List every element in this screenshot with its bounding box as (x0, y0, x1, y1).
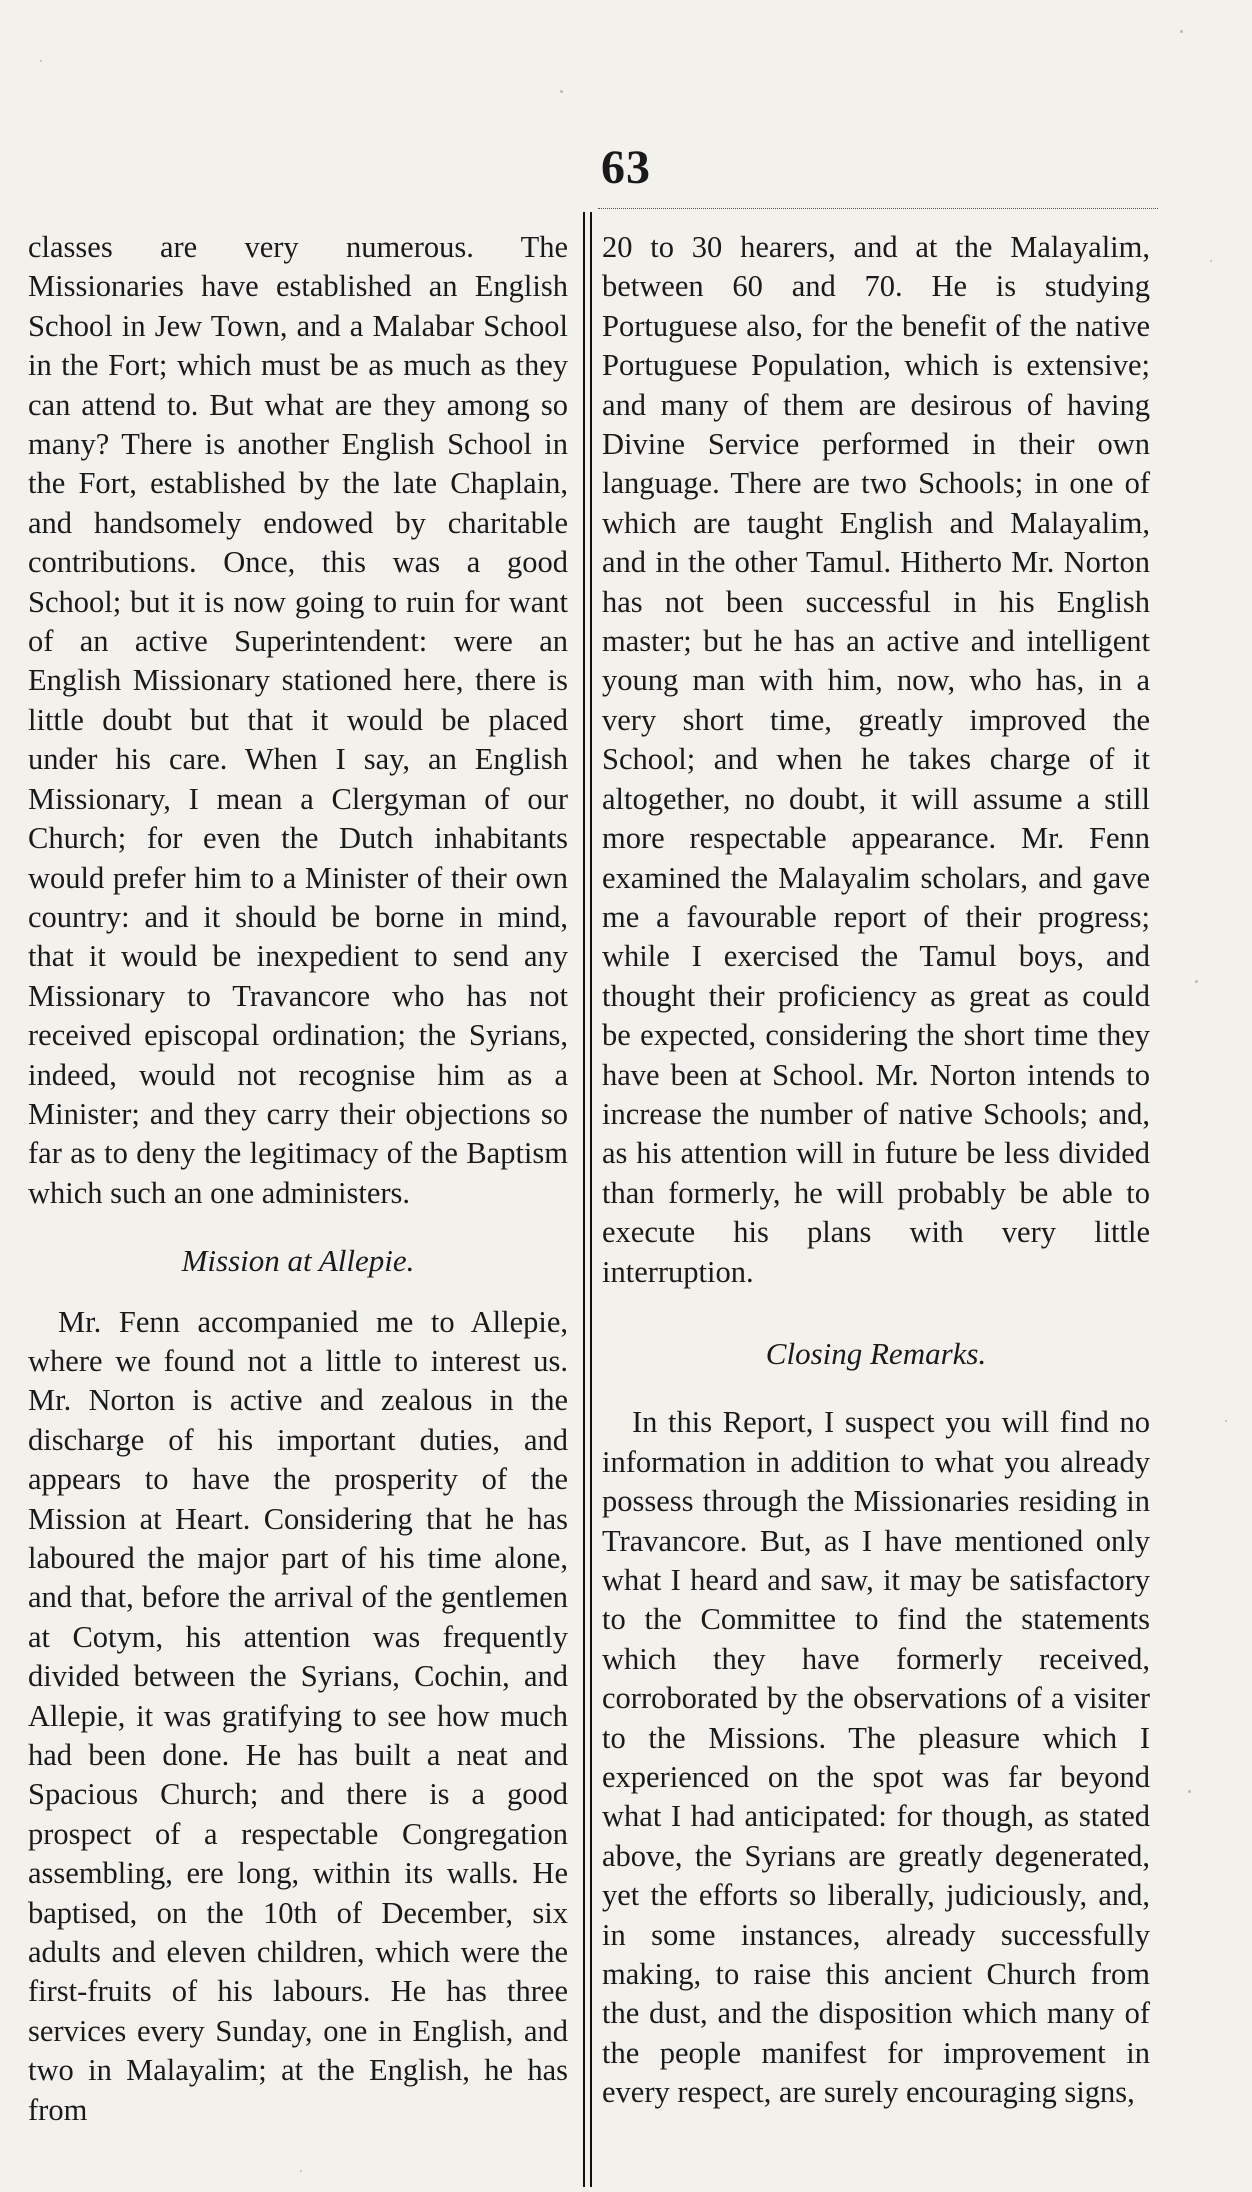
left-paragraph-1: classes are very numerous. The Missionaries have established an English School in Jew Town, and a Malabar School in the Fort; which must be as much as they can attend to. But what are they among so many? There is another English School in the Fort, established by the late Chaplain, and handsomely endowed by charitable contributions. Once, this was a good School; but it is now going to ruin for want of an active Superintendent: were an English Missionary stationed here, there is little doubt but that it would be placed under his care. When I say, an English Missionary, I mean a Clergyman of our Church; for even the Dutch inhabitants would prefer him to a Minister of their own country: and it should be borne in mind, that it would be inexpedient to send any Missionary to Travancore who has not received episcopal ordination; the Syrians, indeed, would not recognise him as a Minister; and they carry their objections so far as to deny the legitimacy of the Baptism which such an one administers. (28, 230, 568, 1210)
column-divider (583, 212, 592, 2187)
scan-speckle (1225, 1420, 1227, 1422)
scan-speckle (1188, 1790, 1191, 1793)
left-column (28, 228, 568, 2130)
section-heading-closing: Closing Remarks. (765, 1335, 987, 1371)
scan-speckle (300, 2170, 302, 2172)
scan-speckle (40, 60, 42, 62)
scan-speckle (560, 90, 563, 93)
scan-speckle (1180, 30, 1183, 33)
right-column (602, 228, 1150, 2113)
scan-speckle (1195, 980, 1198, 983)
right-paragraph-1: 20 to 30 hearers, and at the Malayalim, between 60 and 70. He is studying Portuguese also, for the benefit of the native Portuguese Population, which is extensive; and many of them are desirous of having Divine Service performed in their own language. There are two Schools; in one of which are taught English and Malayalim, and in the other Tamul. Hitherto Mr. Norton has not been successful in his English master; but he has an active and intelligent young man with him, now, who has, in a very short time, greatly improved the School; and when he takes charge of it altogether, no doubt, it will assume a still more respectable appearance. Mr. Fenn examined the Malayalim scholars, and gave me a favourable report of their progress; while I exercised the Tamul boys, and thought their proficiency as great as could be expected, considering the short time they have been at School. Mr. Norton intends to increase the number of native Schools; and, as his attention will in future be less divided than formerly, he will probably be able to execute his plans with very little interruption. (602, 230, 1150, 1289)
right-paragraph-2: In this Report, I suspect you will find no information in addition to what you already possess through the Missionaries residing in Travancore. But, as I have mentioned only what I heard and saw, it may be satisfactory to the Committee to find the statements which they have formerly received, corroborated by the observations of a visiter to the Missions. The pleasure which I experienced on the spot was far beyond what I had anticipated: for though, as stated above, the Syrians are greatly degenerated, yet the efforts so liberally, judiciously, and, in some instances, already successfully making, to raise this ancient Church from the dust, and the disposition which many of the people manifest for improvement in every respect, are surely encouraging signs, (602, 1405, 1150, 2110)
section-heading-allepie: Mission at Allepie. (181, 1243, 415, 1279)
scan-speckle (1210, 260, 1212, 262)
header-rule (598, 208, 1158, 209)
page-number: 63 (601, 141, 651, 194)
left-paragraph-2: Mr. Fenn accompanied me to Allepie, where we found not a little to interest us. Mr. Norton is active and zealous in the discharge of his important duties, and appears to have the prosperity of the Mission at Heart. Considering that he has laboured the major part of his time alone, and that, before the arrival of the gentlemen at Cotym, his attention was frequently divided between the Syrians, Cochin, and Allepie, it was gratifying to see how much had been done. He has built a neat and Spacious Church; and there is a good prospect of a respectable Congregation assembling, ere long, within its walls. He baptised, on the 10th of December, six adults and eleven children, which were the first-fruits of his labours. He has three services every Sunday, one in English, and two in Malayalim; at the English, he has from (28, 1304, 568, 2127)
